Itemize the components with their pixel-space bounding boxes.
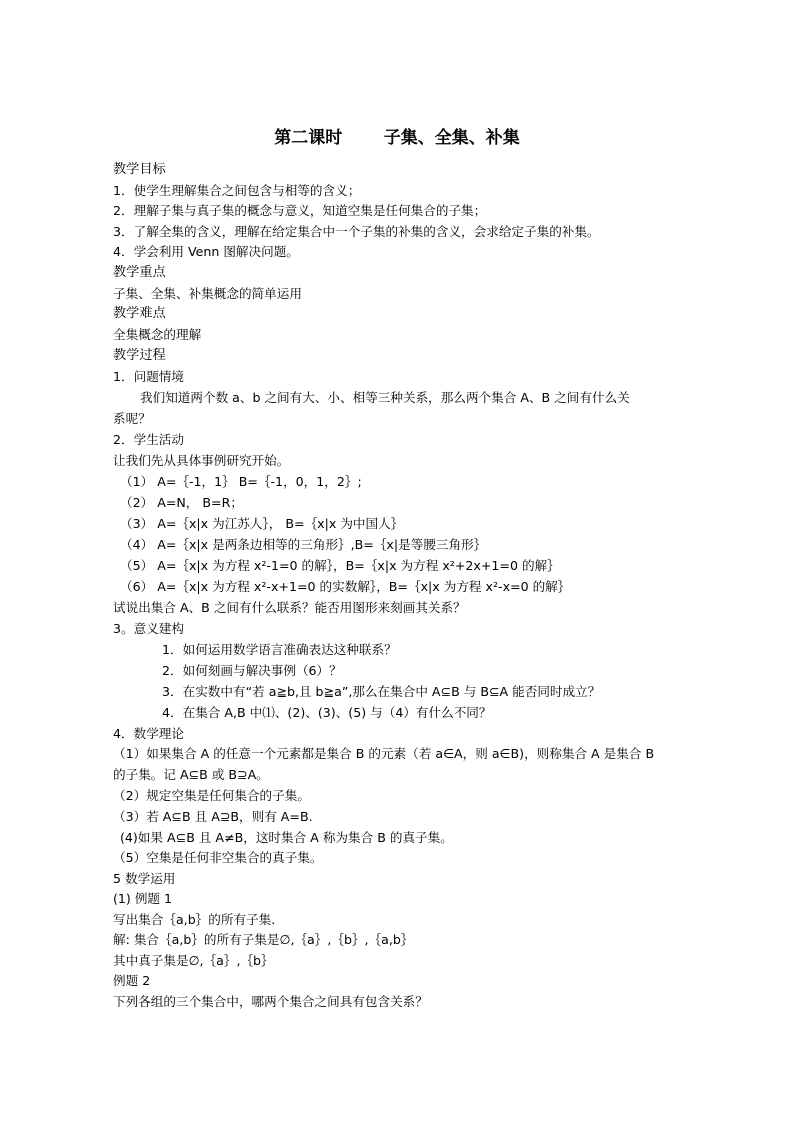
example-1-label: (1) 例题 1 (113, 891, 173, 906)
example-item-3: （3） A=｛x|x 为江苏人｝， B=｛x|x 为中国人｝ (120, 516, 404, 531)
question-item-1: 1．如何运用数学语言准确表达这种联系？ (162, 642, 397, 657)
example-item-6: （6） A=｛x|x 为方程 x²-x+1=0 的实数解｝，B=｛x|x 为方程 x²-x=0 的解｝ (120, 579, 571, 594)
paragraph-line: 试说出集合 A、B 之间有什么联系？能否用图形来刻画其关系？ (113, 600, 466, 615)
theory-item-2: （2）规定空集是任何集合的子集。 (113, 788, 310, 803)
page-title: 第二课时 子集、全集、补集 (274, 128, 520, 148)
subsection-meaning-construction: 3。意义建构 (113, 621, 184, 636)
goal-item-4: 4．学会利用 Venn 图解决问题。 (113, 244, 299, 259)
example-item-2: （2） A=N， B=R； (120, 495, 243, 510)
theory-item-4: (4)如果 A⊆B 且 A≠B，这时集合 A 称为集合 B 的真子集。 (120, 830, 453, 845)
example-item-1: （1） A=｛-1，1｝ B=｛-1，0，1，2｝; (120, 474, 362, 489)
example-1-solution: 解: 集合｛a,b｝的所有子集是∅,｛a｝,｛b｝,｛a,b｝ (113, 932, 414, 947)
difficulties-text: 全集概念的理解 (113, 327, 202, 342)
question-item-2: 2．如何刻画与解决事例（6）？ (162, 663, 342, 678)
paragraph-line: 我们知道两个数 a、b 之间有大、小、相等三种关系，那么两个集合 A、B 之间有什么关 (140, 390, 630, 405)
goal-item-3: 3．了解全集的含义，理解在给定集合中一个子集的补集的含义，会求给定子集的补集。 (113, 224, 600, 239)
example-1-proper-subsets: 其中真子集是∅,｛a｝,｛b｝ (113, 953, 274, 968)
subsection-math-application: 5 数学运用 (113, 871, 176, 886)
section-heading-process: 教学过程 (113, 348, 166, 363)
question-item-3: 3．在实数中有“若 a≧b,且 b≧a”,那么在集合中 A⊆B 与 B⊆A 能否同时成立？ (162, 684, 601, 699)
subsection-student-activity: 2．学生活动 (113, 432, 184, 447)
theory-item-1: （1）如果集合 A 的任意一个元素都是集合 B 的元素（若 a∈A，则 a∈B)，则称集合 A 是集合 B (113, 746, 655, 761)
theory-item-5: （5）空集是任何非空集合的真子集。 (113, 850, 323, 865)
paragraph-line: 系呢？ (113, 411, 151, 426)
subsection-math-theory: 4．数学理论 (113, 726, 184, 741)
question-item-4: 4．在集合 A,B 中⑴、(2)、(3)、(5) 与（4）有什么不同？ (162, 705, 492, 720)
theory-item-3: （3）若 A⊆B 且 A⊇B，则有 A=B. (113, 809, 313, 824)
example-item-4: （4） A=｛x|x 是两条边相等的三角形｝,B=｛x|是等腰三角形｝ (120, 537, 487, 552)
goal-item-1: 1．使学生理解集合之间包含与相等的含义； (113, 183, 361, 198)
theory-item-1-cont: 的子集。记 A⊆B 或 B⊇A。 (113, 767, 269, 782)
example-2-label: 例题 2 (113, 973, 151, 988)
section-heading-difficulties: 教学难点 (113, 306, 166, 321)
example-item-5: （5） A=｛x|x 为方程 x²-1=0 的解｝，B=｛x|x 为方程 x²+2x+1=0 的解｝ (120, 558, 560, 573)
goal-item-2: 2．理解子集与真子集的概念与意义，知道空集是任何集合的子集； (113, 203, 487, 218)
paragraph-line: 让我们先从具体事例研究开始。 (113, 453, 290, 468)
section-heading-teaching-goals: 教学目标 (113, 162, 166, 177)
subsection-problem-situation: 1．问题情境 (113, 369, 184, 384)
section-heading-key-points: 教学重点 (113, 265, 166, 280)
key-points-text: 子集、全集、补集概念的简单运用 (113, 286, 302, 301)
example-2-question: 下列各组的三个集合中，哪两个集合之间具有包含关系？ (113, 994, 428, 1009)
example-1-question: 写出集合｛a,b｝的所有子集. (113, 912, 276, 927)
